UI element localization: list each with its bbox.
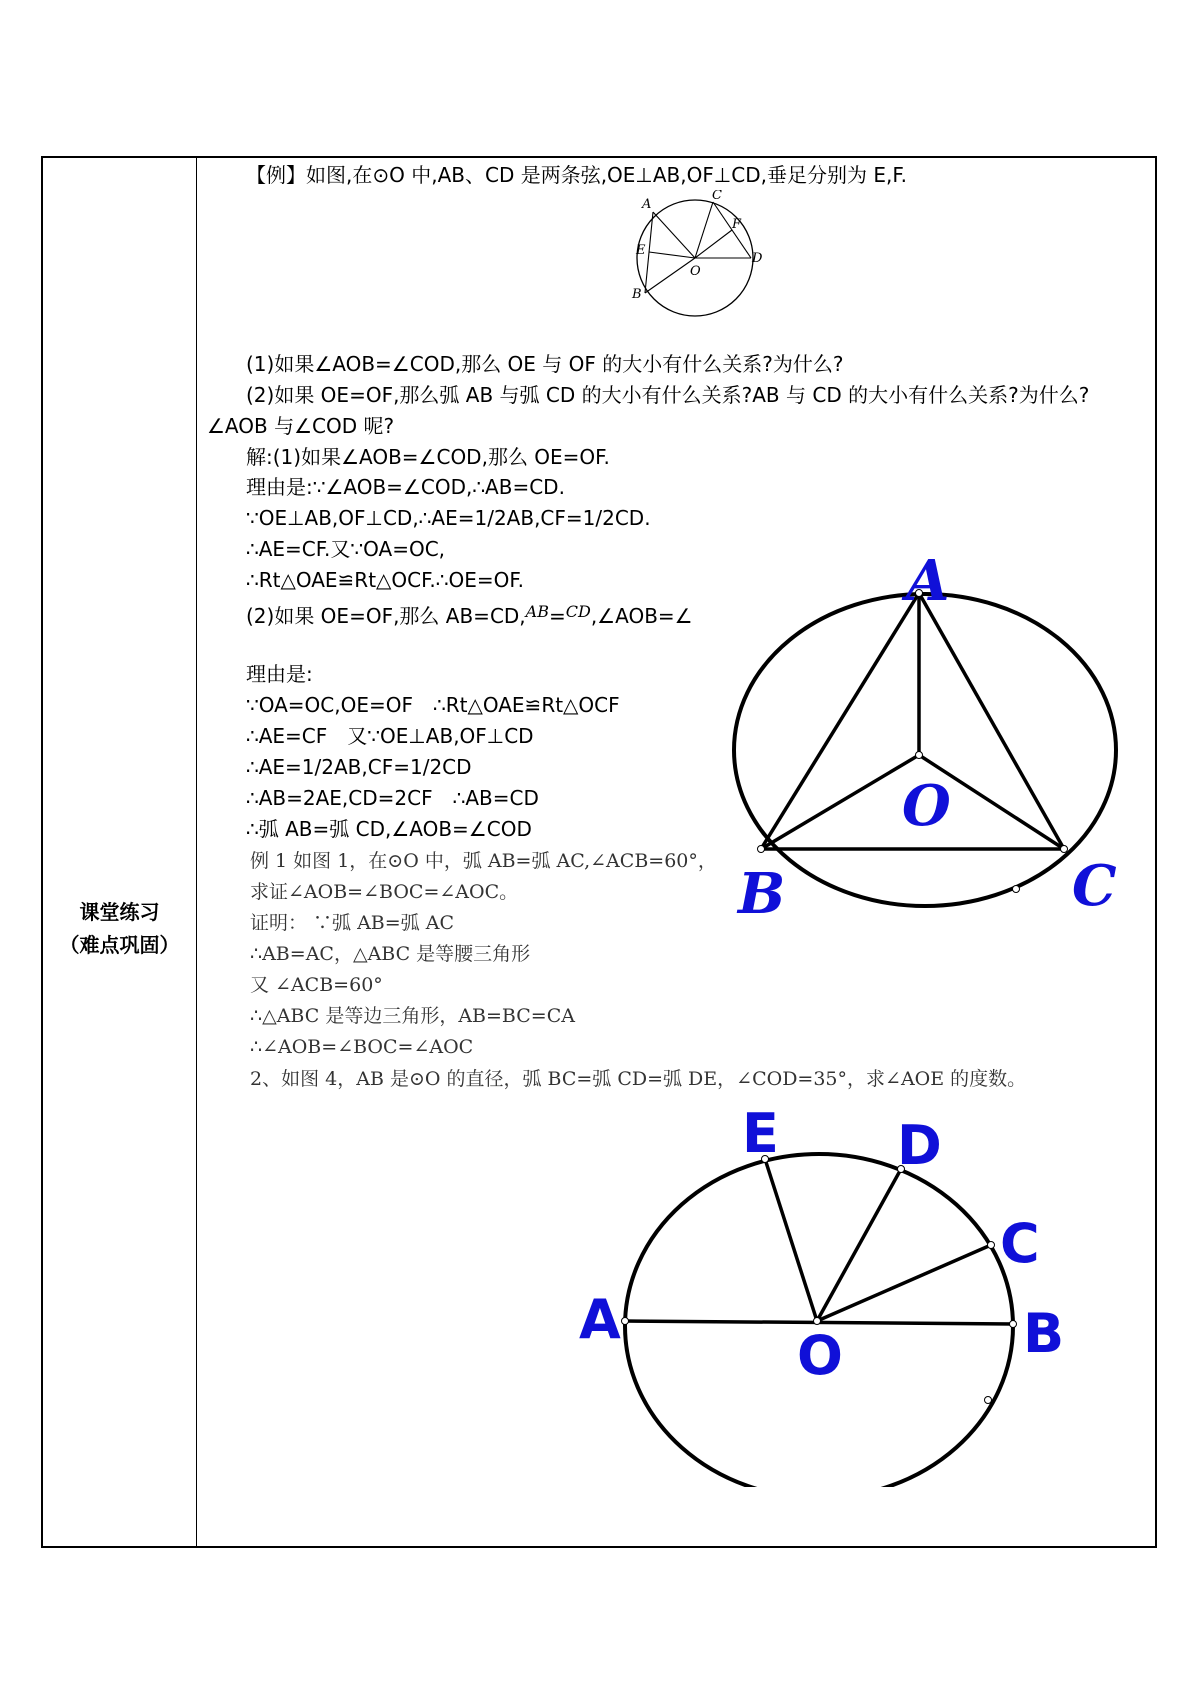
small-label-E: E (636, 243, 646, 258)
large-circle-1 (734, 594, 1116, 906)
radius-OB (761, 755, 919, 849)
radius-OC (817, 1245, 991, 1321)
left-cell-line2: （难点巩固） (59, 933, 180, 957)
arc-AB-letters: AB (525, 603, 549, 621)
point-A (622, 1318, 629, 1325)
segment-OB (645, 258, 695, 293)
reason-line-5: ∴弧 AB=弧 CD,∠AOB=∠COD (246, 817, 532, 841)
example1-line-6: ∴△ABC 是等边三角形，AB=BC=CA (250, 1005, 575, 1027)
small-label-B: B (632, 287, 642, 302)
small-label-A: A (642, 197, 652, 212)
reason-line-3: ∴AE=1/2AB,CF=1/2CD (246, 755, 472, 779)
triangle-figure (720, 555, 1130, 930)
segment-OF (695, 230, 732, 258)
left-cell-line1: 课堂练习 (79, 900, 160, 924)
example-small-figure (620, 190, 780, 325)
dia-label-A: A (579, 1288, 621, 1351)
question-2a: (2)如果 OE=OF,那么弧 AB 与弧 CD 的大小有什么关系?AB 与 CD 的大小有什么关系?为什么? (246, 383, 1090, 407)
dia-label-O: O (797, 1324, 843, 1387)
example1-line-3: 证明： ∵弧 AB=弧 AC (250, 912, 454, 934)
radius-OD (817, 1169, 901, 1321)
tri-label-A: A (906, 555, 950, 614)
question-1: (1)如果∠AOB=∠COD,那么 OE 与 OF 的大小有什么关系?为什么? (246, 352, 844, 376)
example1-line-1: 例 1 如图 1，在⊙O 中，弧 AB=弧 AC,∠ACB=60°， (250, 850, 717, 872)
tri-label-O: O (902, 773, 951, 839)
example-title: 【例】如图,在⊙O 中,AB、CD 是两条弦,OE⊥AB,OF⊥CD,垂足分别为 E,F. (246, 163, 908, 187)
left-cell-label (43, 896, 196, 962)
example1-line-4: ∴AB=AC，△ABC 是等腰三角形 (250, 943, 531, 965)
small-label-O: O (690, 264, 701, 279)
arc-CD-letters: CD (565, 603, 591, 621)
point-O (916, 752, 923, 759)
solution-line-3: ∵OE⊥AB,OF⊥CD,∴AE=1/2AB,CF=1/2CD. (246, 506, 651, 530)
small-label-F: F (732, 217, 742, 232)
solution-line-5: ∴Rt△OAE≌Rt△OCF.∴OE=OF. (246, 568, 525, 592)
point-extra (1013, 886, 1020, 893)
point-B (1010, 1321, 1017, 1328)
reason-line-4: ∴AB=2AE,CD=2CF ∴AB=CD (246, 786, 539, 810)
column-divider (196, 156, 197, 1548)
question-2b: ∠AOB 与∠COD 呢? (207, 414, 395, 438)
reason-line-2: ∴AE=CF 又∵OE⊥AB,OF⊥CD (246, 724, 534, 748)
small-label-C: C (712, 190, 722, 203)
arc-AB-symbol (526, 603, 549, 625)
arc-CD-symbol (566, 603, 591, 625)
solution-line-2: 理由是:∵∠AOB=∠COD,∴AB=CD. (246, 475, 565, 499)
point-extra (985, 1397, 992, 1404)
segment-OA (653, 212, 695, 258)
small-label-D: D (752, 251, 763, 266)
tri-label-B: B (738, 861, 786, 927)
dia-label-D: D (897, 1114, 942, 1177)
solution-line-6-prefix: (2)如果 OE=OF,那么 AB=CD, (246, 604, 526, 628)
example1-line-2: 求证∠AOB=∠BOC=∠AOC。 (250, 881, 519, 903)
dia-label-C: C (1000, 1212, 1040, 1275)
example1-line-5: 又 ∠ACB=60° (250, 974, 383, 996)
solution-line-1: 解:(1)如果∠AOB=∠COD,那么 OE=OF. (246, 445, 610, 469)
radius-OE (765, 1159, 817, 1321)
point-C (1061, 846, 1068, 853)
dia-label-E: E (742, 1112, 779, 1165)
triangle-side-AB (761, 593, 919, 849)
dia-label-B: B (1023, 1302, 1065, 1365)
diameter-figure (575, 1112, 1075, 1487)
solution-line-6-suffix: ,∠AOB=∠ (590, 604, 693, 628)
problem2-text: 2、如图 4，AB 是⊙O 的直径，弧 BC=弧 CD=弧 DE，∠COD=35°，求∠AOE 的度数。 (250, 1068, 1027, 1090)
reason-title: 理由是: (246, 662, 313, 686)
segment-OC (695, 202, 713, 258)
solution-line-4: ∴AE=CF.又∵OA=OC, (246, 537, 446, 561)
example1-line-7: ∴∠AOB=∠BOC=∠AOC (250, 1036, 474, 1058)
point-C (988, 1242, 995, 1249)
point-B (758, 846, 765, 853)
solution-line-6 (246, 603, 728, 631)
arc-equals: = (548, 604, 566, 628)
tri-label-C: C (1072, 853, 1117, 919)
segment-OE (649, 252, 695, 258)
reason-line-1: ∵OA=OC,OE=OF ∴Rt△OAE≌Rt△OCF (246, 693, 620, 717)
